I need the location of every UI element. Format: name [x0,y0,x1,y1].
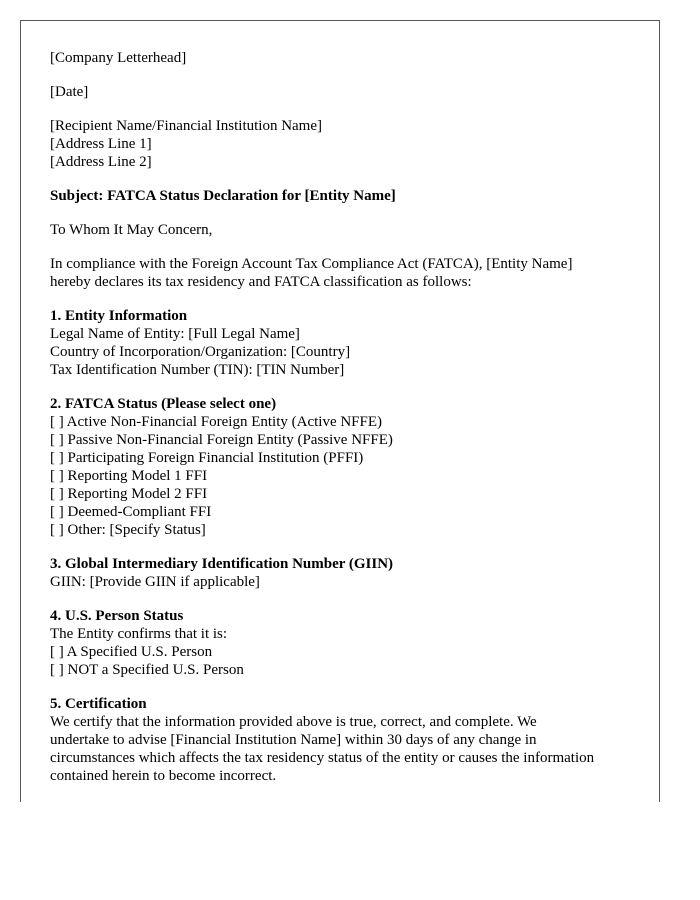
checkbox-option-model2-ffi: [ ] Reporting Model 2 FFI [50,486,208,502]
intro-line: hereby declares its tax residency and FATCA classification as follows: [50,274,472,290]
field-giin: GIIN: [Provide GIIN if applicable] [50,574,260,590]
checkbox-option-not-specified-us-person: [ ] NOT a Specified U.S. Person [50,662,244,678]
letterhead-text: [Company Letterhead] [50,50,187,66]
certification-line: undertake to advise [Financial Institution Name] within 30 days of any change in [50,732,537,748]
subject-text: Subject: FATCA Status Declaration for [Entity Name] [50,188,396,204]
recipient-block [50,117,650,171]
letterhead [50,49,650,67]
checkbox-option-active-nffe: [ ] Active Non-Financial Foreign Entity (Active NFFE) [50,414,383,430]
checkbox-option-deemed-compliant: [ ] Deemed-Compliant FFI [50,504,212,520]
date [50,83,650,101]
salutation-text: To Whom It May Concern, [50,222,213,238]
section-giin [50,555,650,591]
subject [50,187,650,205]
section-heading: 3. Global Intermediary Identification Number (GIIN) [50,556,394,572]
recipient-address-line-1: [Address Line 1] [50,136,152,152]
section-heading: 1. Entity Information [50,308,188,324]
intro-line: In compliance with the Foreign Account Tax Compliance Act (FATCA), [Entity Name] [50,256,573,272]
salutation [50,221,650,239]
section-heading: 2. FATCA Status (Please select one) [50,396,277,412]
section-fatca-status [50,395,650,539]
checkbox-option-pffi: [ ] Participating Foreign Financial Institution (PFFI) [50,450,364,466]
date-text: [Date] [50,84,89,100]
checkbox-option-passive-nffe: [ ] Passive Non-Financial Foreign Entity (Passive NFFE) [50,432,393,448]
us-person-intro: The Entity confirms that it is: [50,626,228,642]
checkbox-option-other: [ ] Other: [Specify Status] [50,522,206,538]
section-us-person-status [50,607,650,679]
recipient-name: [Recipient Name/Financial Institution Name] [50,118,323,134]
section-heading: 4. U.S. Person Status [50,608,184,624]
section-entity-information [50,307,650,379]
field-tin: Tax Identification Number (TIN): [TIN Number] [50,362,345,378]
certification-line: We certify that the information provided above is true, correct, and complete. We [50,714,537,730]
certification-line: contained herein to become incorrect. [50,768,277,784]
field-country: Country of Incorporation/Organization: [Country] [50,344,351,360]
recipient-address-line-2: [Address Line 2] [50,154,152,170]
checkbox-option-specified-us-person: [ ] A Specified U.S. Person [50,644,213,660]
letter-page [20,20,660,802]
section-heading: 5. Certification [50,696,147,712]
letter-content [50,49,650,801]
certification-line: circumstances which affects the tax residency status of the entity or causes the information [50,750,595,766]
field-legal-name: Legal Name of Entity: [Full Legal Name] [50,326,300,342]
checkbox-option-model1-ffi: [ ] Reporting Model 1 FFI [50,468,208,484]
section-certification [50,695,650,785]
intro-paragraph [50,255,650,291]
